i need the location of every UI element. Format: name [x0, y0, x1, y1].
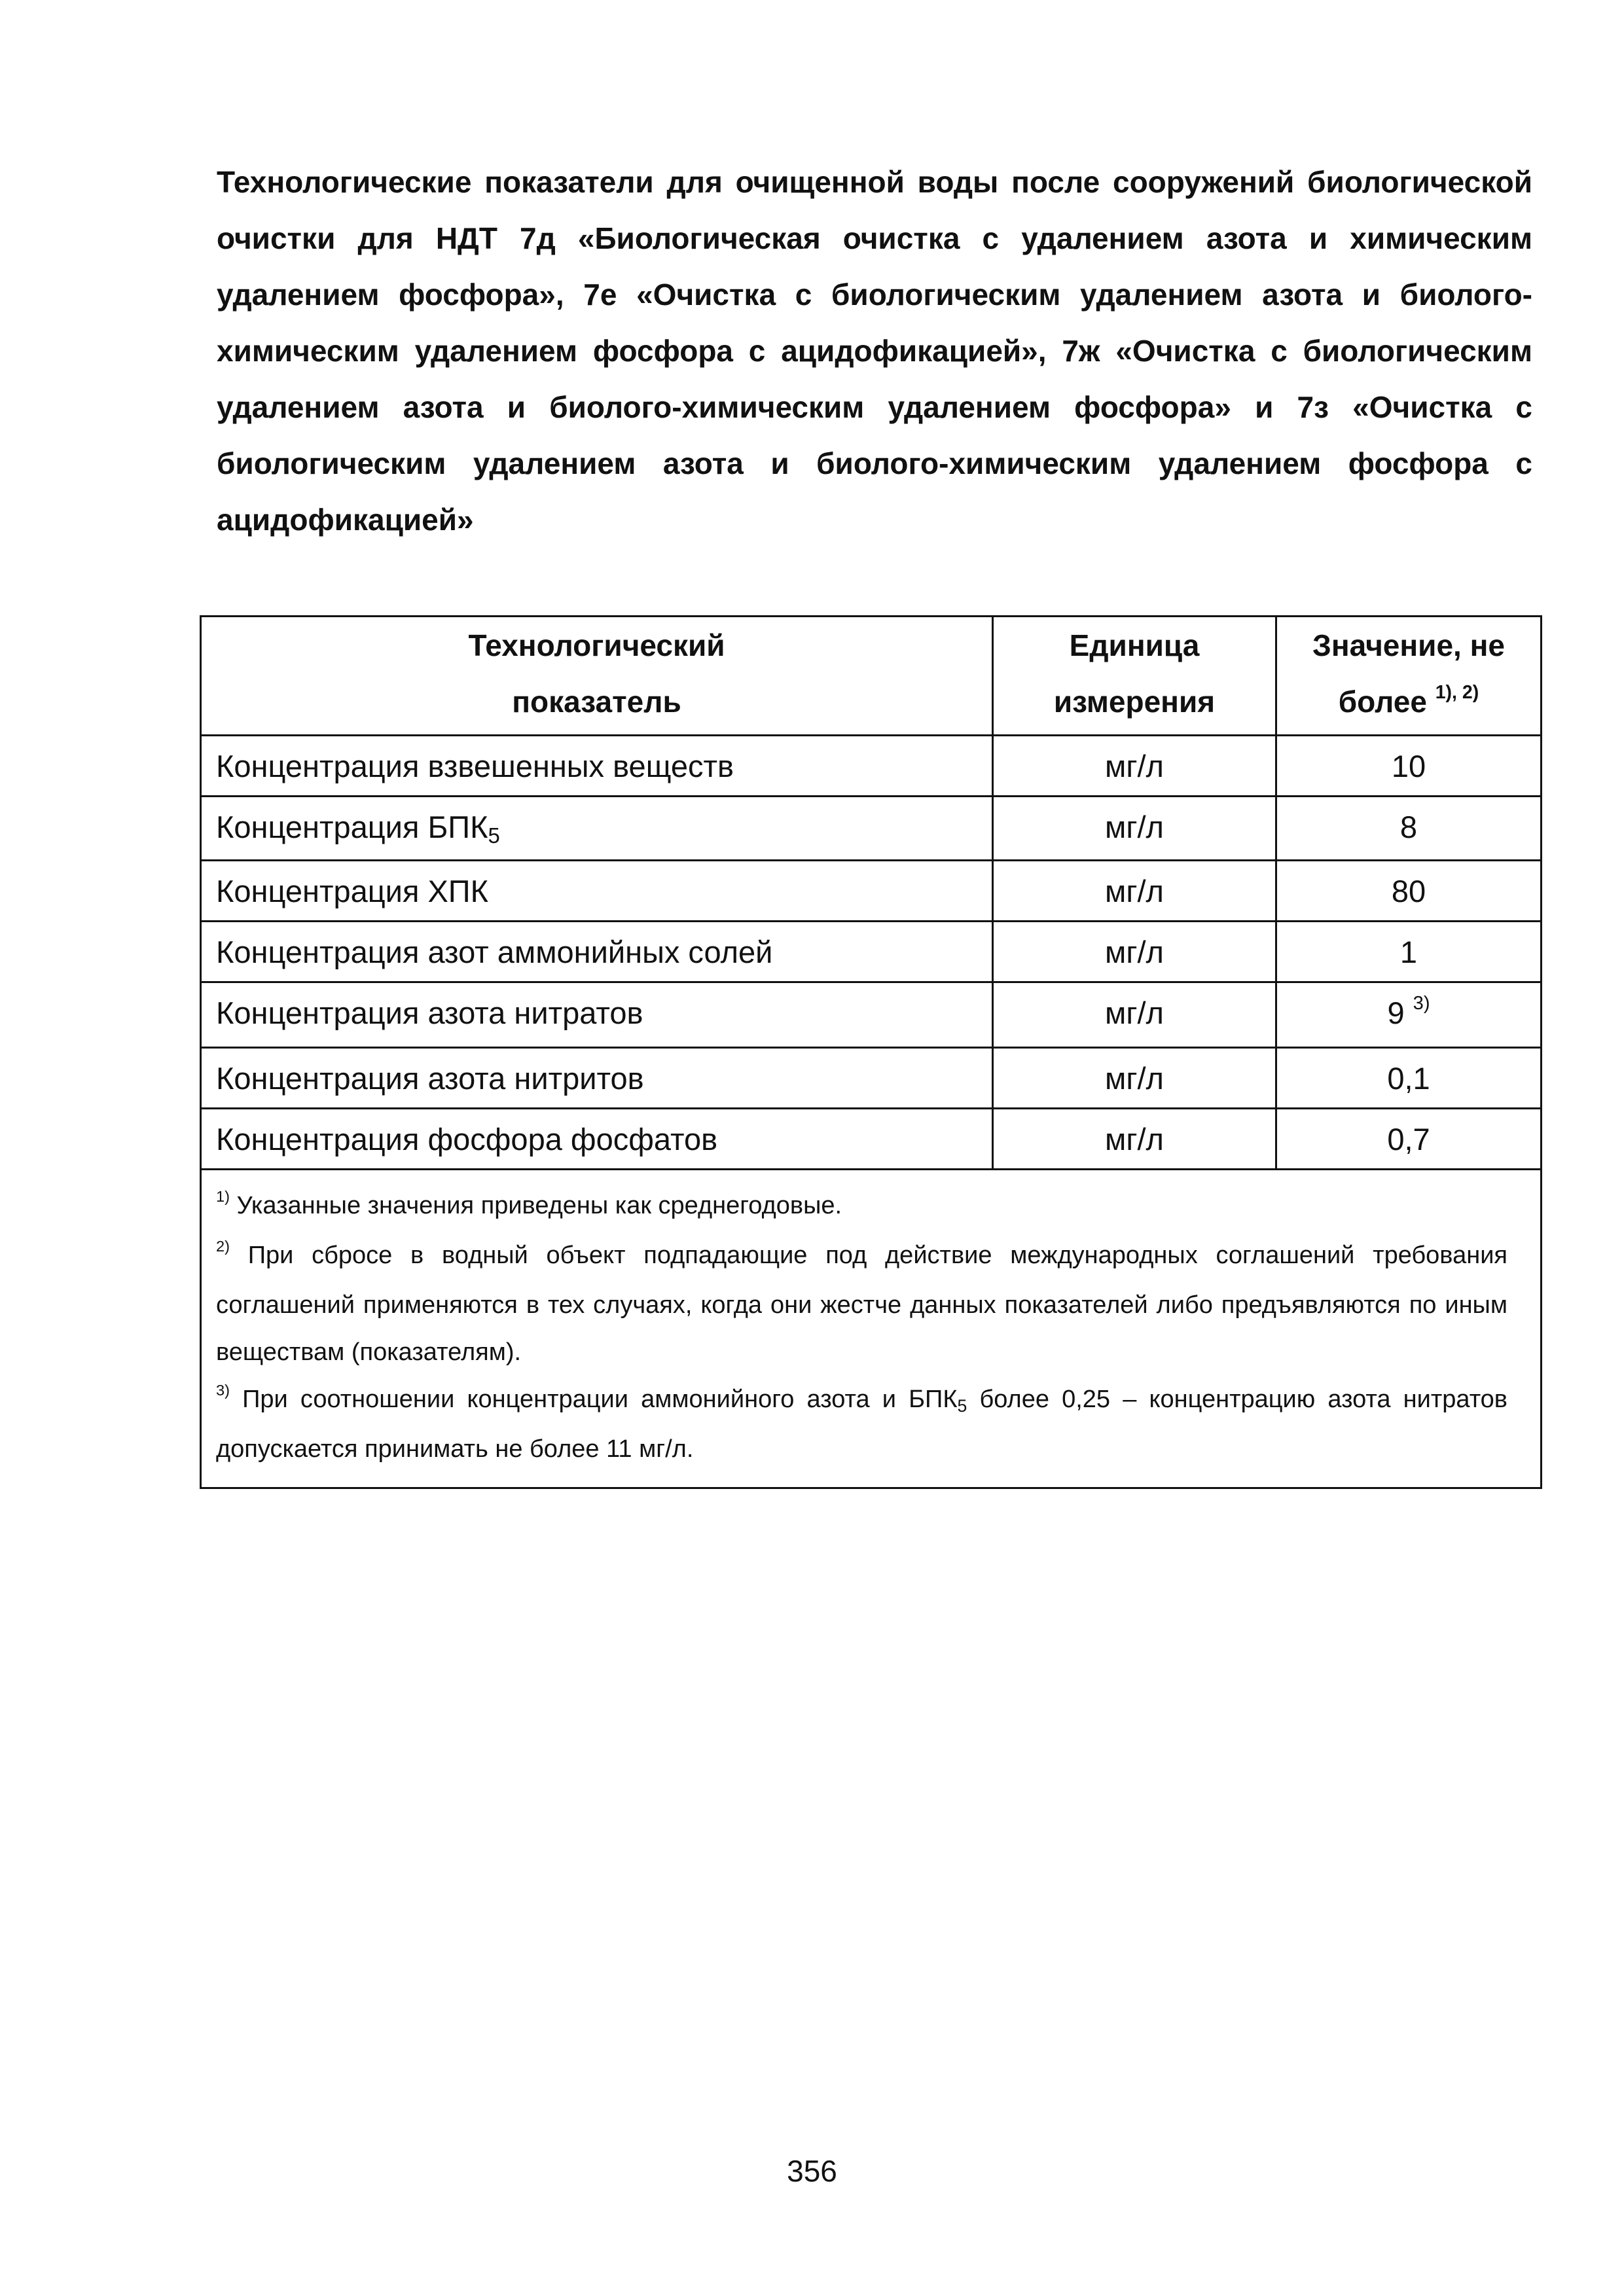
- footnote-mark: 1): [216, 1188, 230, 1206]
- table-row: [201, 1109, 1542, 1170]
- footnotes-row: [201, 1170, 1542, 1488]
- header-unit: Единица измерения: [993, 617, 1276, 736]
- table-row: [201, 922, 1542, 982]
- indicator-value: 80: [1276, 861, 1542, 922]
- footnote-mark: 2): [216, 1238, 230, 1255]
- indicator-unit: мг/л: [993, 736, 1276, 797]
- table-row: [201, 736, 1542, 797]
- table-row: [201, 982, 1542, 1048]
- value-footnote-mark: 3): [1413, 993, 1430, 1014]
- footnote-1: $^{1)}$ Указанные значения приведены как среднегодовые.: [216, 1188, 842, 1219]
- indicator-unit: мг/л: [993, 797, 1276, 861]
- footnote-3: $^{3)}$ При соотношении концентрации аммонийного азота и $БПК_5$ более 0,25 – концентрацию азота нитратов допускается принимать не более 11 мг/л.: [216, 1382, 1507, 1463]
- indicators-table: [200, 615, 1542, 1489]
- indicator-value: 10: [1276, 736, 1542, 797]
- indicator-name: Концентрация ХПК: [201, 861, 993, 922]
- indicator-unit: мг/л: [993, 1109, 1276, 1170]
- table-row: [201, 797, 1542, 861]
- indicator-name: Концентрация $БПК_5$: [201, 797, 993, 861]
- page-number: 356: [787, 2154, 837, 2188]
- indicator-unit: мг/л: [993, 982, 1276, 1048]
- indicator-value: 0,7: [1276, 1109, 1542, 1170]
- indicator-unit: мг/л: [993, 861, 1276, 922]
- footnotes: [201, 1170, 1542, 1488]
- indicator-unit: мг/л: [993, 922, 1276, 982]
- table-title: Технологические показатели для очищенной воды после сооружений биологической очистки для НДТ 7д «Биологическая очистка с удалением азота и химическим удалением фосфора», 7е «Очистка с биологическим удалением азота и биолого-химическим удалением фосфора с ацидофикацией», 7ж «Очистка с биологическим удалением азота и биолого-химическим удалением фосфора» и 7з «Очистка с биологическим удалением азота и биолого-химическим удалением фосфора с ацидофикацией»: [217, 165, 1532, 537]
- header-indicator: Технологический показатель: [201, 617, 993, 736]
- indicator-name: Концентрация взвешенных веществ: [201, 736, 993, 797]
- indicator-value: 9 $^{3)}$: [1276, 982, 1542, 1048]
- indicator-name: Концентрация азота нитратов: [201, 982, 993, 1048]
- subscript: 5: [957, 1395, 967, 1416]
- header-value: Значение, не более $^{1), 2)}$: [1276, 617, 1542, 736]
- table-row: [201, 1048, 1542, 1109]
- header-value-footnote-mark: 1), 2): [1435, 681, 1479, 703]
- footnote-2: $^{2)}$ При сбросе в водный объект подпадающие под действие международных соглашений требования соглашений применяются в тех случаях, когда они жестче данных показателей либо предъявляются по иным веществам (показателям).: [216, 1238, 1507, 1366]
- indicator-name: Концентрация азот аммонийных солей: [201, 922, 993, 982]
- indicator-value: 8: [1276, 797, 1542, 861]
- subscript: 5: [488, 823, 500, 848]
- indicator-name: Концентрация фосфора фосфатов: [201, 1109, 993, 1170]
- indicator-value: 0,1: [1276, 1048, 1542, 1109]
- table-row: [201, 861, 1542, 922]
- footnote-mark: 3): [216, 1382, 230, 1399]
- indicator-name: Концентрация азота нитритов: [201, 1048, 993, 1109]
- indicator-unit: мг/л: [993, 1048, 1276, 1109]
- table-header-row: [201, 617, 1542, 736]
- indicator-value: 1: [1276, 922, 1542, 982]
